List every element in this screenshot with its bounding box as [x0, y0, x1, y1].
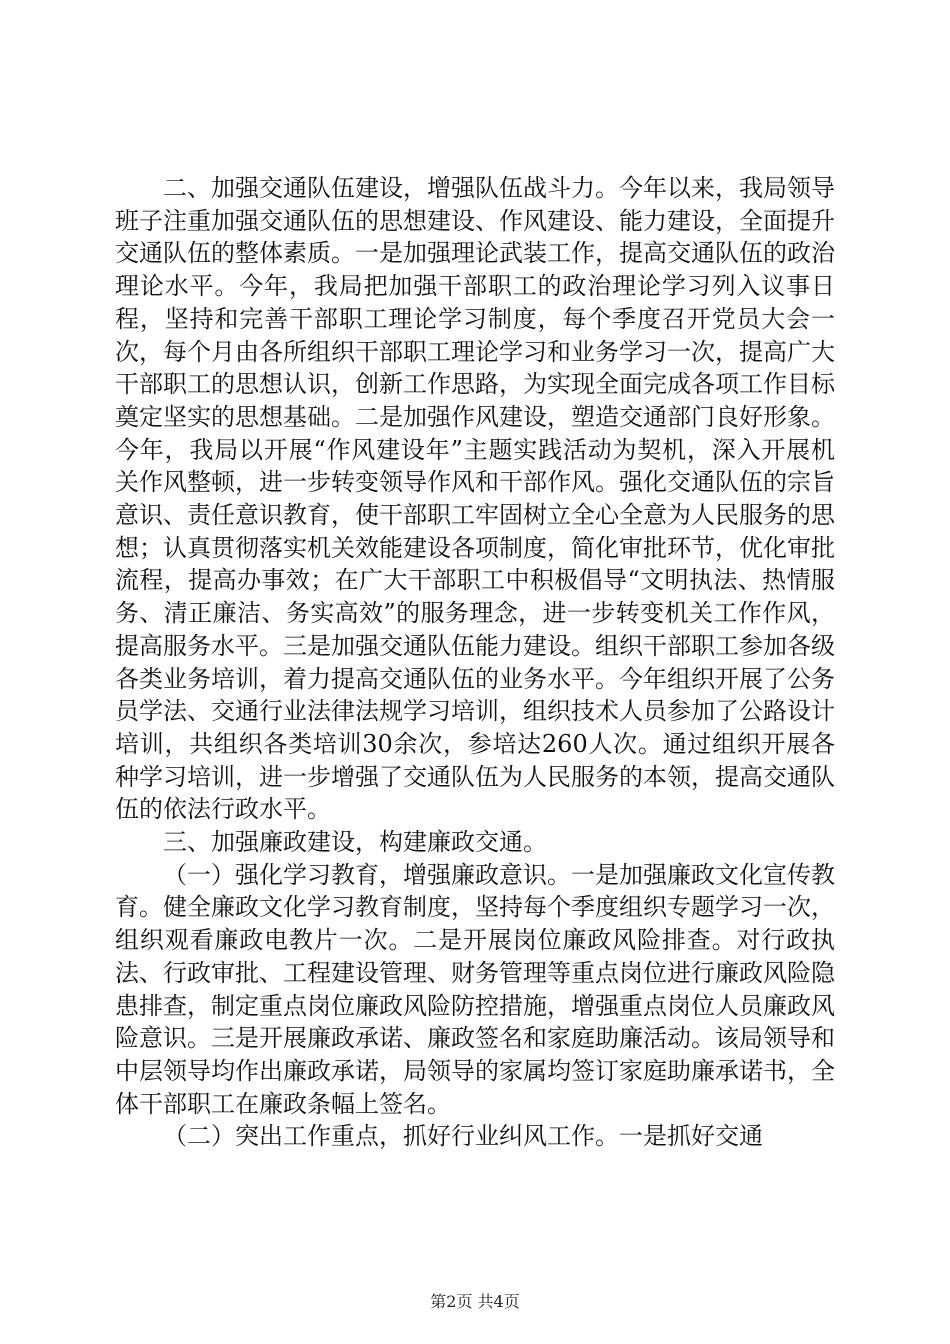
- paragraph-industry-correction: （二）突出工作重点，抓好行业纠风工作。一是抓好交通: [163, 1122, 763, 1151]
- paragraph-team-building: 二、加强交通队伍建设，增强队伍战斗力。今年以来，我局领导班子注重加强交通队伍的思想建设、作风建设、能力建设，全面提升交通队伍的整体素质。一是加强理论武装工作，提高交通队伍的政治理论水平。今年，我局把加强干部职工的政治理论学习列入议事日程，坚持和完善干部职工理论学习制度，每个季度召开党员大会一次，每个月由各所组织干部职工理论学习和业务学习一次，提高广大干部职工的思想认识，创新工作思路，为实现全面完成各项工作目标奠定坚实的思想基础。二是加强作风建设，塑造交通部门良好形象。今年，我局以开展“作风建设年”主题实践活动为契机，深入开展机关作风整顿，进一步转变领导作风和干部作风。强化交通队伍的宗旨意识、责任意识教育，使干部职工牢固树立全心全意为人民服务的思想；认真贯彻落实机关效能建设各项制度，简化审批环节，优化审批流程，提高办事效；在广大干部职工中积极倡导“文明执法、热情服务、清正廉洁、务实高效”的服务理念，进一步转变机关工作作风，提高服务水平。三是加强交通队伍能力建设。组织干部职工参加各级各类业务培训，着力提高交通队伍的业务水平。今年组织开展了公务员学法、交通行业法律法规学习培训，组织技术人员参加了公路设计培训，共组织各类培训30余次，参培达260人次。通过组织开展各种学习培训，进一步增强了交通队伍为人民服务的本领，提高交通队伍的依法行政水平。: [115, 174, 835, 824]
- document-body: [115, 172, 835, 1153]
- paragraph-integrity-education: （一）强化学习教育，增强廉政意识。一是加强廉政文化宣传教育。健全廉政文化学习教育制度，坚持每个季度组织专题学习一次，组织观看廉政电教片一次。二是开展岗位廉政风险排查。对行政执法、行政审批、工程建设管理、财务管理等重点岗位进行廉政风险隐患排查，制定重点岗位廉政风险防控措施，增强重点岗位人员廉政风险意识。三是开展廉政承诺、廉政签名和家庭助廉活动。该局领导和中层领导均作出廉政承诺，局领导的家属均签订家庭助廉承诺书，全体干部职工在廉政条幅上签名。: [115, 860, 835, 1118]
- page-number-footer: 第2页 共4页: [430, 1292, 520, 1311]
- heading-integrity-building: 三、加强廉政建设，构建廉政交通。: [163, 828, 547, 857]
